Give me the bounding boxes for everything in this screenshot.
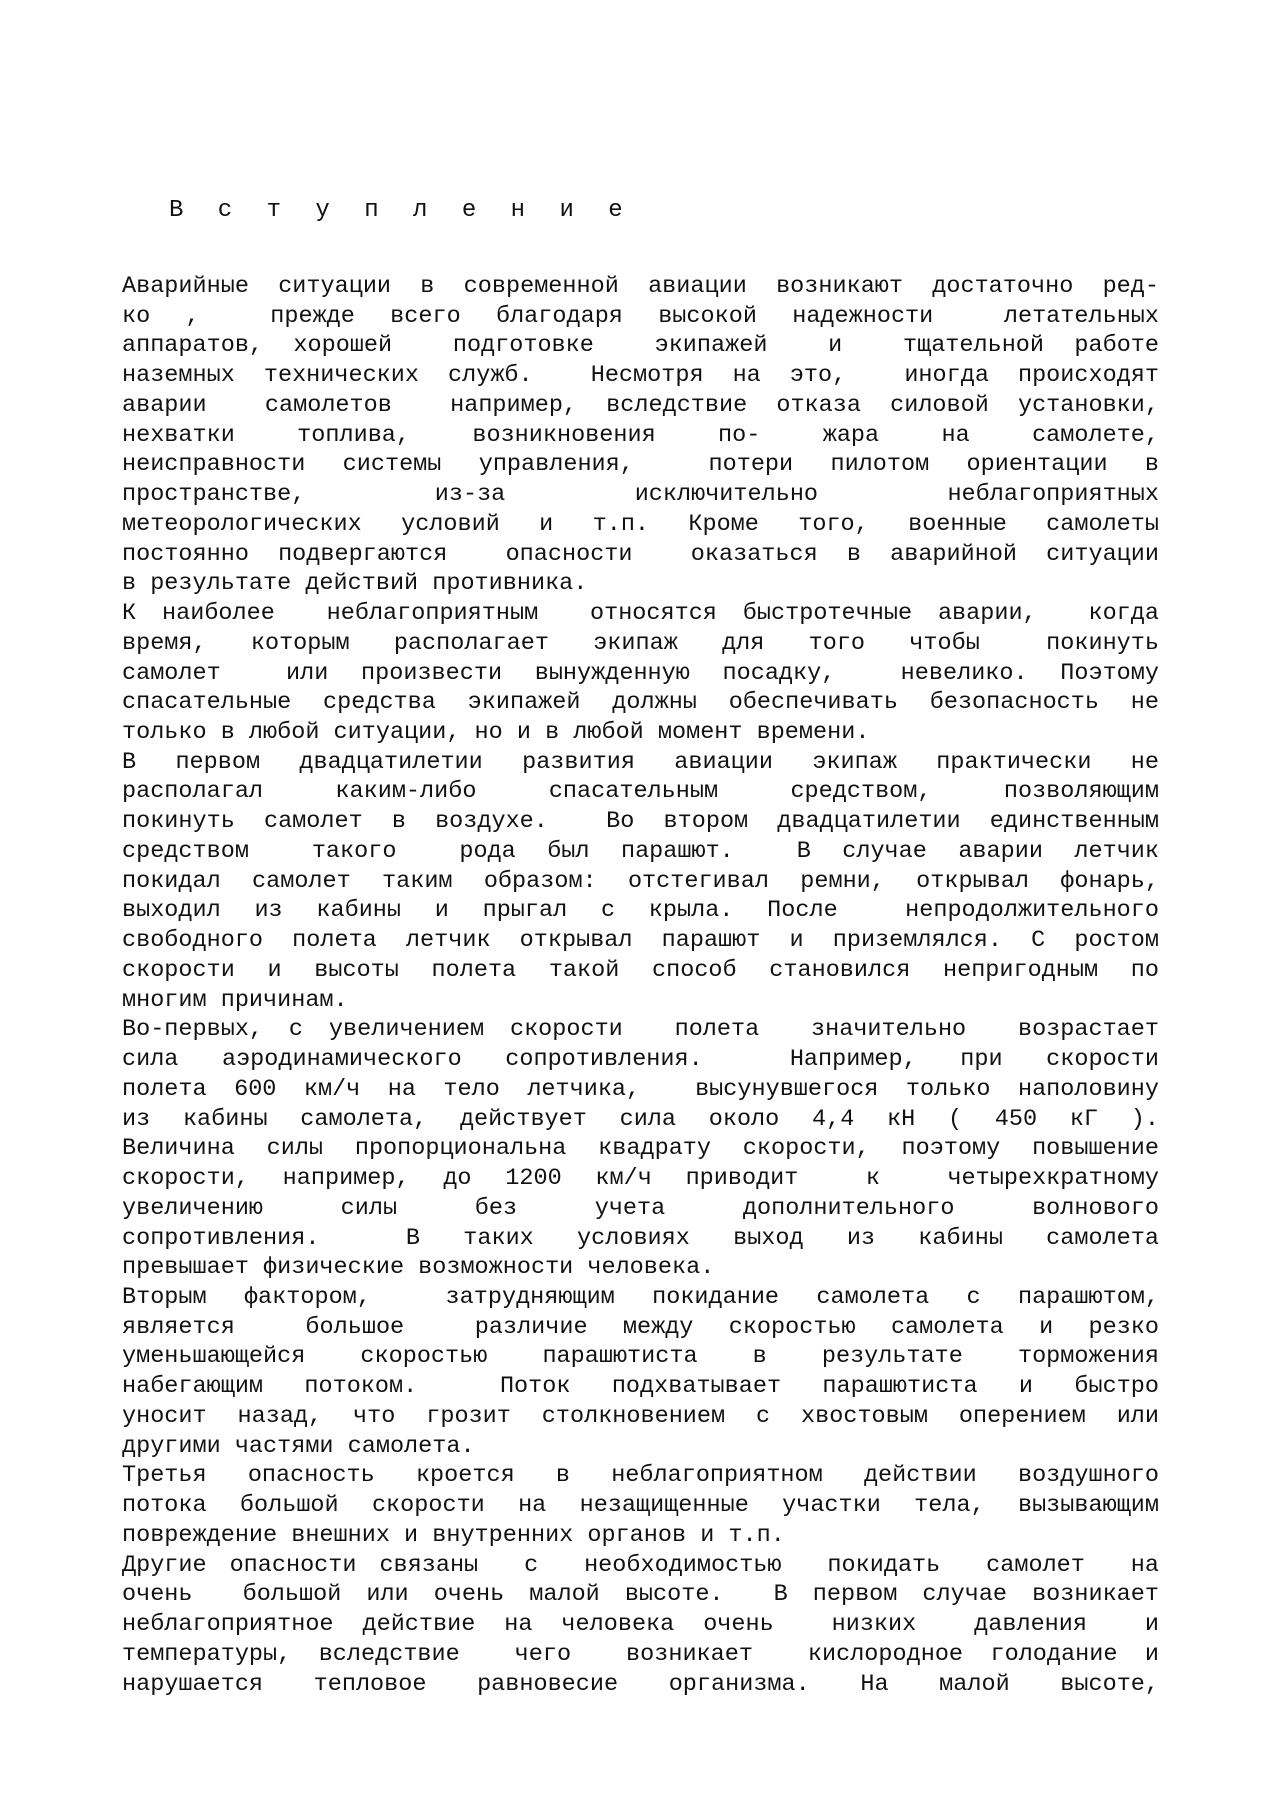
body-text (122, 272, 1159, 1699)
text-line: Вторым фактором, затрудняющим покидание самолета с парашютом, (122, 1283, 1159, 1311)
text-line: другими частями самолета. (122, 1432, 475, 1460)
text-line: аварии самолетов например, вследствие отказа силовой установки, (122, 391, 1159, 419)
text-line: В первом двадцатилетии развития авиации экипаж практически не (122, 748, 1159, 776)
text-line: потока большой скорости на незащищенные участки тела, вызывающим (122, 1492, 1159, 1520)
text-line: К наиболее неблагоприятным относятся быстротечные аварии, когда (122, 600, 1159, 628)
text-line: постоянно подвергаются опасности оказаться в аварийной ситуации (122, 540, 1159, 568)
text-line: метеорологических условий и т.п. Кроме того, военные самолеты (122, 510, 1159, 538)
text-line: располагал каким-либо спасательным средством, позволяющим (122, 778, 1159, 806)
text-line: Аварийные ситуации в современной авиации возникают достаточно ред- (122, 273, 1159, 300)
text-line: Во-первых, с увеличением скорости полета значительно возрастает (122, 1016, 1159, 1044)
text-line: многим причинам. (122, 986, 348, 1014)
text-line: аппаратов, хорошей подготовке экипажей и тщательной работе (122, 332, 1159, 360)
text-line: покидал самолет таким образом: отстегивал ремни, открывал фонарь, (122, 867, 1159, 895)
text-line: полета 600 км/ч на тело летчика, высунувшегося только наполовину (122, 1075, 1159, 1103)
text-line: пространстве, из-за исключительно неблагоприятных (122, 481, 1159, 509)
text-line: средством такого рода был парашют. В случае аварии летчик (122, 837, 1159, 865)
text-line: нарушается тепловое равновесие организма. На малой высоте, (122, 1670, 1159, 1698)
text-line: наземных технических служб. Несмотря на это, иногда происходят (122, 362, 1159, 390)
text-line: время, которым располагает экипаж для того чтобы покинуть (122, 629, 1159, 657)
text-line: скорости, например, до 1200 км/ч приводит к четырехкратному (122, 1165, 1159, 1193)
text-line: сопротивления. В таких условиях выход из кабины самолета (122, 1224, 1159, 1252)
text-line: свободного полета летчик открывал парашют и приземлялся. С ростом (122, 927, 1159, 955)
text-line: ко , прежде всего благодаря высокой надежности летательных (122, 302, 1159, 330)
text-line: спасательные средства экипажей должны обеспечивать безопасность не (122, 689, 1159, 717)
text-line: набегающим потоком. Поток подхватывает парашютиста и быстро (122, 1373, 1159, 1401)
text-line: уносит назад, что грозит столкновением с хвостовым оперением или (122, 1402, 1159, 1430)
text-line: в результате действий противника. (122, 570, 588, 598)
text-line: только в любой ситуации, но и в любой момент времени. (122, 719, 870, 747)
text-line: выходил из кабины и прыгал с крыла. После непродолжительного (122, 897, 1159, 925)
text-line: нехватки топлива, возникновения по- жара на самолете, (122, 421, 1159, 449)
text-line: очень большой или очень малой высоте. В первом случае возникает (122, 1581, 1159, 1609)
text-line: Величина силы пропорциональна квадрату скорости, поэтому повышение (122, 1135, 1159, 1163)
text-line: Другие опасности связаны с необходимостью покидать самолет на (122, 1551, 1159, 1579)
text-line: температуры, вследствие чего возникает кислородное голодание и (122, 1640, 1159, 1668)
text-line: неблагоприятное действие на человека очень низких давления и (122, 1611, 1159, 1639)
text-line: покинуть самолет в воздухе. Во втором двадцатилетии единственным (122, 808, 1159, 836)
text-line: превышает физические возможности человека. (122, 1254, 715, 1282)
text-line: Третья опасность кроется в неблагоприятном действии воздушного (122, 1462, 1159, 1490)
text-line: скорости и высоты полета такой способ становился непригодным по (122, 956, 1159, 984)
section-heading: В с т у п л е н и е (169, 197, 633, 224)
text-line: сила аэродинамического сопротивления. Например, при скорости (122, 1046, 1159, 1074)
text-line: является большое различие между скоростью самолета и резко (122, 1313, 1159, 1341)
text-line: самолет или произвести вынужденную посадку, невелико. Поэтому (122, 659, 1159, 687)
text-line: неисправности системы управления, потери пилотом ориентации в (122, 451, 1159, 479)
text-line: уменьшающейся скоростью парашютиста в результате торможения (122, 1343, 1159, 1371)
text-line: повреждение внешних и внутренних органов и т.п. (122, 1521, 785, 1549)
text-line: из кабины самолета, действует сила около 4,4 кН ( 450 кГ ). (122, 1105, 1159, 1133)
text-line: увеличению силы без учета дополнительного волнового (122, 1194, 1159, 1222)
